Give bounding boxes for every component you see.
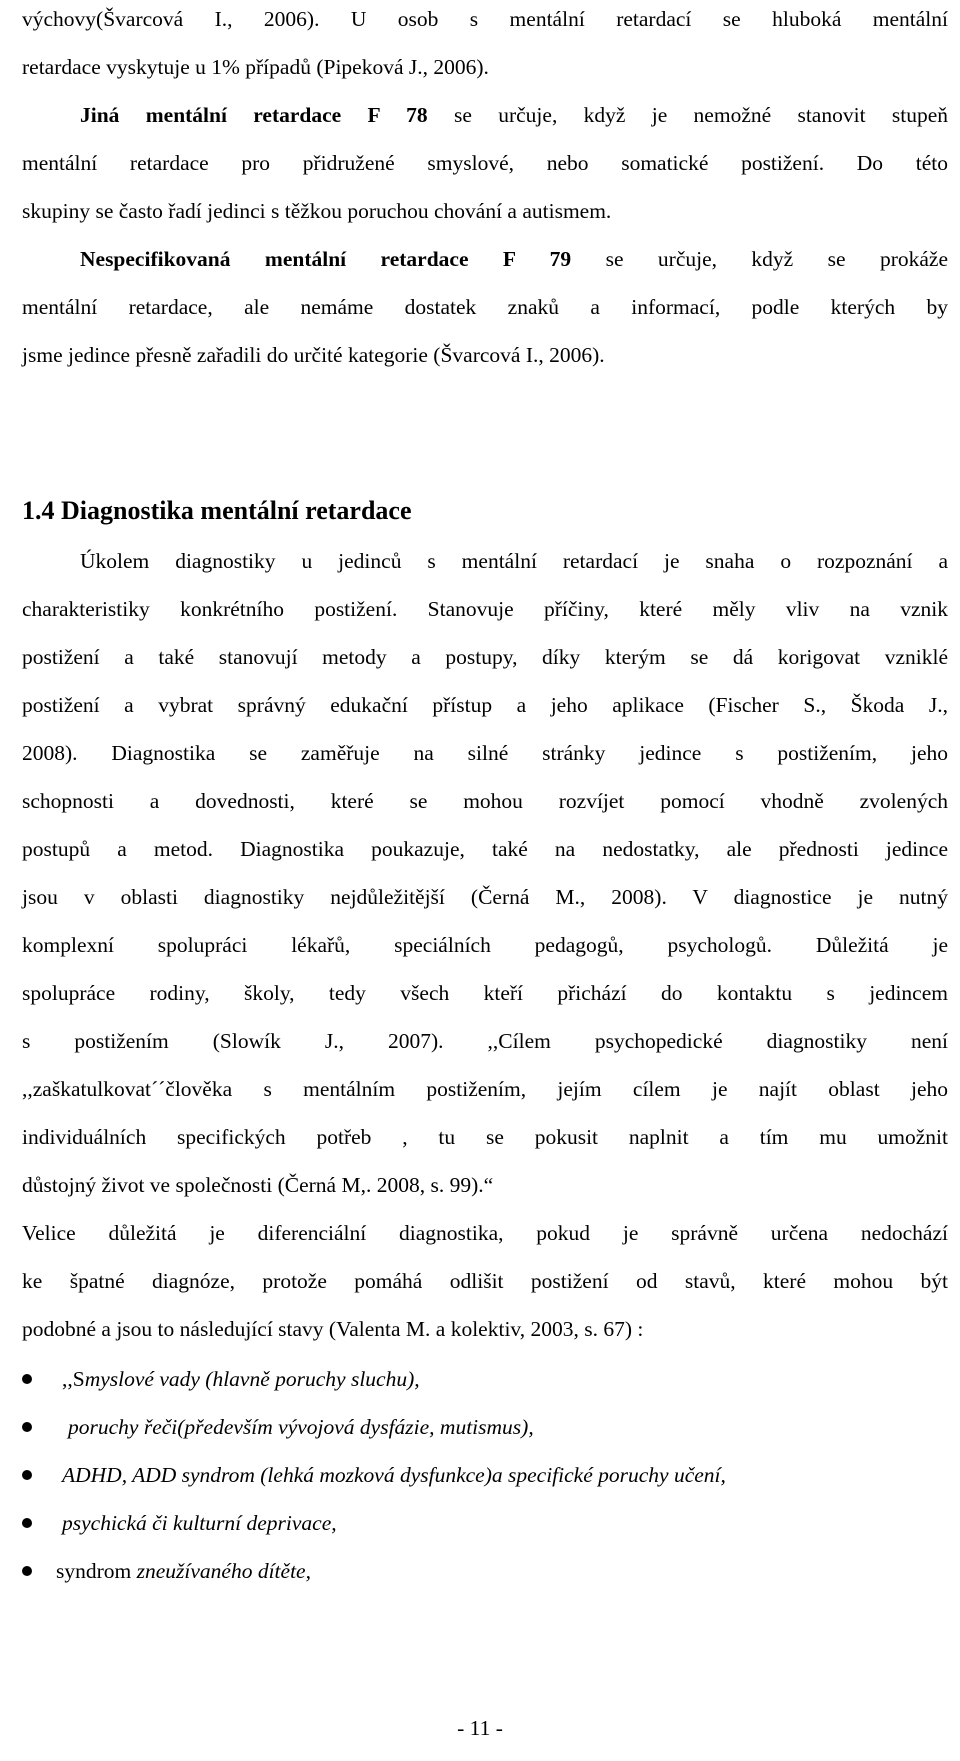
text-span: ADHD, ADD syndrom (lehká mozková dysfunkce)a specifické poruchy učení, (62, 1463, 726, 1487)
text-line: skupiny se často řadí jedinci s těžkou poruchou chování a autismem. (22, 199, 612, 223)
text-line: postižení a vybrat správný edukační přístup a jeho aplikace (Fischer S., Škoda J., (22, 693, 948, 717)
text-line: výchovy(Švarcová I., 2006). U osob s mentální retardací se hluboká mentální (22, 7, 948, 31)
bullet-icon (22, 1518, 32, 1528)
list-item-text (62, 1508, 337, 1538)
text-line: individuálních specifických potřeb , tu se pokusit naplnit a tím mu umožnit (22, 1125, 948, 1149)
text-line: Úkolem diagnostiky u jedinců s mentální retardací je snaha o rozpoznání a (80, 549, 948, 573)
text-line: spolupráce rodiny, školy, tedy všech kteří přichází do kontaktu s jedincem (22, 981, 948, 1005)
text-line: retardace vyskytuje u 1% případů (Pipeková J., 2006). (22, 55, 489, 79)
bullet-icon (22, 1374, 32, 1384)
list-item-text (56, 1556, 311, 1586)
text-line: podobné a jsou to následující stavy (Valenta M. a kolektiv, 2003, s. 67) : (22, 1317, 644, 1341)
term-f78: Jiná mentální retardace F 78 (80, 103, 428, 127)
text-line: ,,zaškatulkovat´´člověka s mentálním postižením, jejím cílem je najít oblast jeho (22, 1077, 948, 1101)
text-span: syndrom (56, 1559, 137, 1583)
text-line: postupů a metod. Diagnostika poukazuje, také na nedostatky, ale přednosti jedince (22, 837, 948, 861)
text-line: komplexní spolupráci lékařů, speciálních pedagogů, psychologů. Důležitá je (22, 933, 948, 957)
list-item-text (68, 1412, 534, 1442)
text-span: psychická či kulturní deprivace, (62, 1511, 337, 1535)
text-line: postižení a také stanovují metody a postupy, díky kterým se dá korigovat vzniklé (22, 645, 948, 669)
text-span: se určuje, když se prokáže (571, 247, 948, 271)
text-line (80, 244, 948, 274)
text-line: charakteristiky konkrétního postižení. Stanovuje příčiny, které měly vliv na vznik (22, 597, 948, 621)
text-line: s postižením (Slowík J., 2007). ,,Cílem psychopedické diagnostiky není (22, 1029, 948, 1053)
text-span: se určuje, když je nemožné stanovit stupeň (427, 103, 948, 127)
bullet-icon (22, 1470, 32, 1480)
text-line: Velice důležitá je diferenciální diagnostika, pokud je správně určena nedochází (22, 1221, 948, 1245)
term-f79: Nespecifikovaná mentální retardace F 79 (80, 247, 572, 271)
bullet-icon (22, 1422, 32, 1432)
text-line: mentální retardace pro přidružené smyslové, nebo somatické postižení. Do této (22, 151, 948, 175)
text-line: mentální retardace, ale nemáme dostatek znaků a informací, podle kterých by (22, 295, 948, 319)
text-line: schopnosti a dovednosti, které se mohou rozvíjet pomocí vhodně zvolených (22, 789, 948, 813)
page-number: - 11 - (457, 1716, 503, 1740)
text-line (80, 100, 948, 130)
text-span: ,,S (62, 1367, 85, 1391)
bullet-icon (22, 1566, 32, 1576)
text-line: ke špatné diagnóze, protože pomáhá odlišit postižení od stavů, které mohou být (22, 1269, 948, 1293)
list-item-text (62, 1460, 726, 1490)
text-span: zneužívaného dítěte, (136, 1559, 311, 1583)
text-line: 2008). Diagnostika se zaměřuje na silné stránky jedince s postižením, jeho (22, 741, 948, 765)
section-heading: 1.4 Diagnostika mentální retardace (22, 496, 412, 525)
text-line: důstojný život ve společnosti (Černá M,. 2008, s. 99).“ (22, 1173, 494, 1197)
text-line: jsou v oblasti diagnostiky nejdůležitější (Černá M., 2008). V diagnostice je nutný (22, 885, 948, 909)
list-item-text (62, 1364, 420, 1394)
text-span: myslové vady (hlavně poruchy sluchu), (84, 1367, 420, 1391)
text-line: jsme jedince přesně zařadili do určité kategorie (Švarcová I., 2006). (22, 343, 605, 367)
text-span: poruchy řeči(především vývojová dysfázie, mutismus), (68, 1415, 534, 1439)
